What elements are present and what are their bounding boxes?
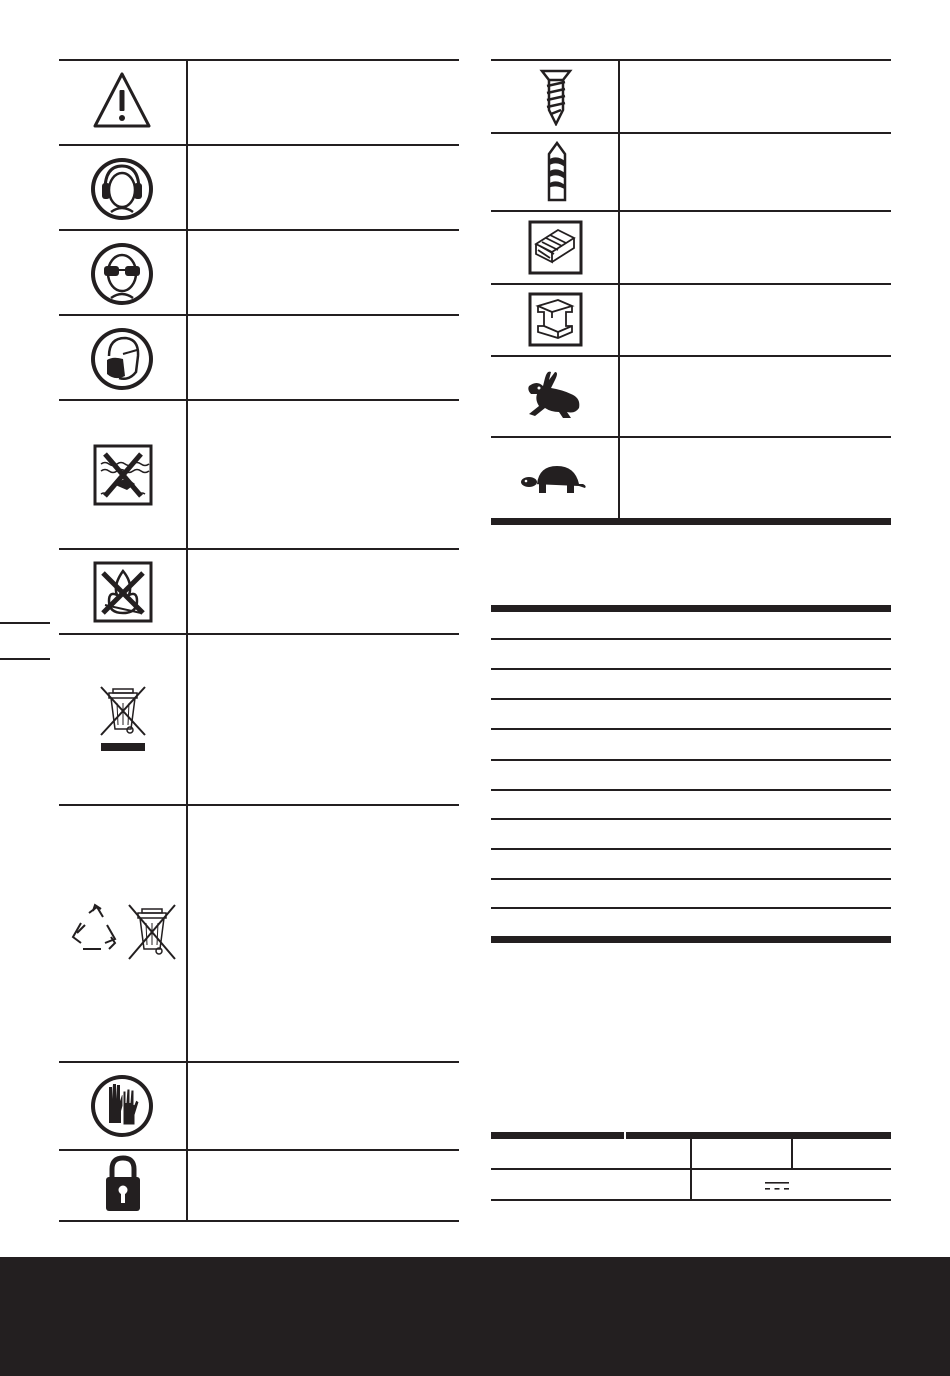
table-rule [491,355,891,357]
table-column-divider [690,1138,692,1200]
low-speed-turtle-icon [519,462,589,498]
table-rule [491,436,891,438]
table-column-divider [186,59,188,1222]
footer-band [0,1257,950,1376]
warning-triangle-icon [91,70,153,130]
no-water-exposure-icon [93,444,153,506]
table-rule [59,314,459,316]
dust-mask-icon [89,326,155,392]
table-row-rule [491,668,891,670]
eye-protection-icon [89,241,155,307]
table-row-rule [491,789,891,791]
table-rule [59,144,459,146]
table-rule [59,633,459,635]
table-row-rule [491,907,891,909]
table-rule-bottom [491,518,891,525]
direct-current-icon [765,1181,789,1191]
table-rule [491,59,891,61]
table-rule [59,1220,459,1222]
high-speed-rabbit-icon [523,366,585,426]
recycle-and-crossed-bin-icon [71,903,177,965]
table-rule [59,399,459,401]
table-row-rule [491,698,891,700]
side-tab-mark-bottom [0,658,50,660]
screw-icon [539,68,573,126]
table-rule [59,548,459,550]
table-rule-bottom [491,936,891,943]
table-rule [491,132,891,134]
no-fire-icon [93,561,153,623]
ear-protection-icon [89,156,155,222]
table-row-rule [491,848,891,850]
table-rule [491,210,891,212]
table-column-divider [618,59,620,520]
table-row-rule [491,878,891,880]
table-column-divider [791,1138,793,1169]
table-row-rule [491,728,891,730]
table-rule [59,229,459,231]
wood-material-icon [528,220,583,275]
table-rule [59,804,459,806]
weee-crossed-bin-icon [97,685,149,753]
side-tab-mark-top [0,622,50,624]
lock-icon [104,1155,142,1213]
table-column-divider [624,1132,626,1140]
table-row-rule [491,638,891,640]
table-rule [59,1061,459,1063]
drill-bit-icon [540,140,574,202]
table-rule [59,1149,459,1151]
table-key-column-shade [491,605,529,943]
table-row-rule [491,818,891,820]
table-rule [59,59,459,61]
table-rule-top [491,605,891,612]
metal-profile-icon [528,292,583,347]
table-rule [491,283,891,285]
wear-gloves-icon [89,1073,155,1139]
table-row-rule [491,759,891,761]
